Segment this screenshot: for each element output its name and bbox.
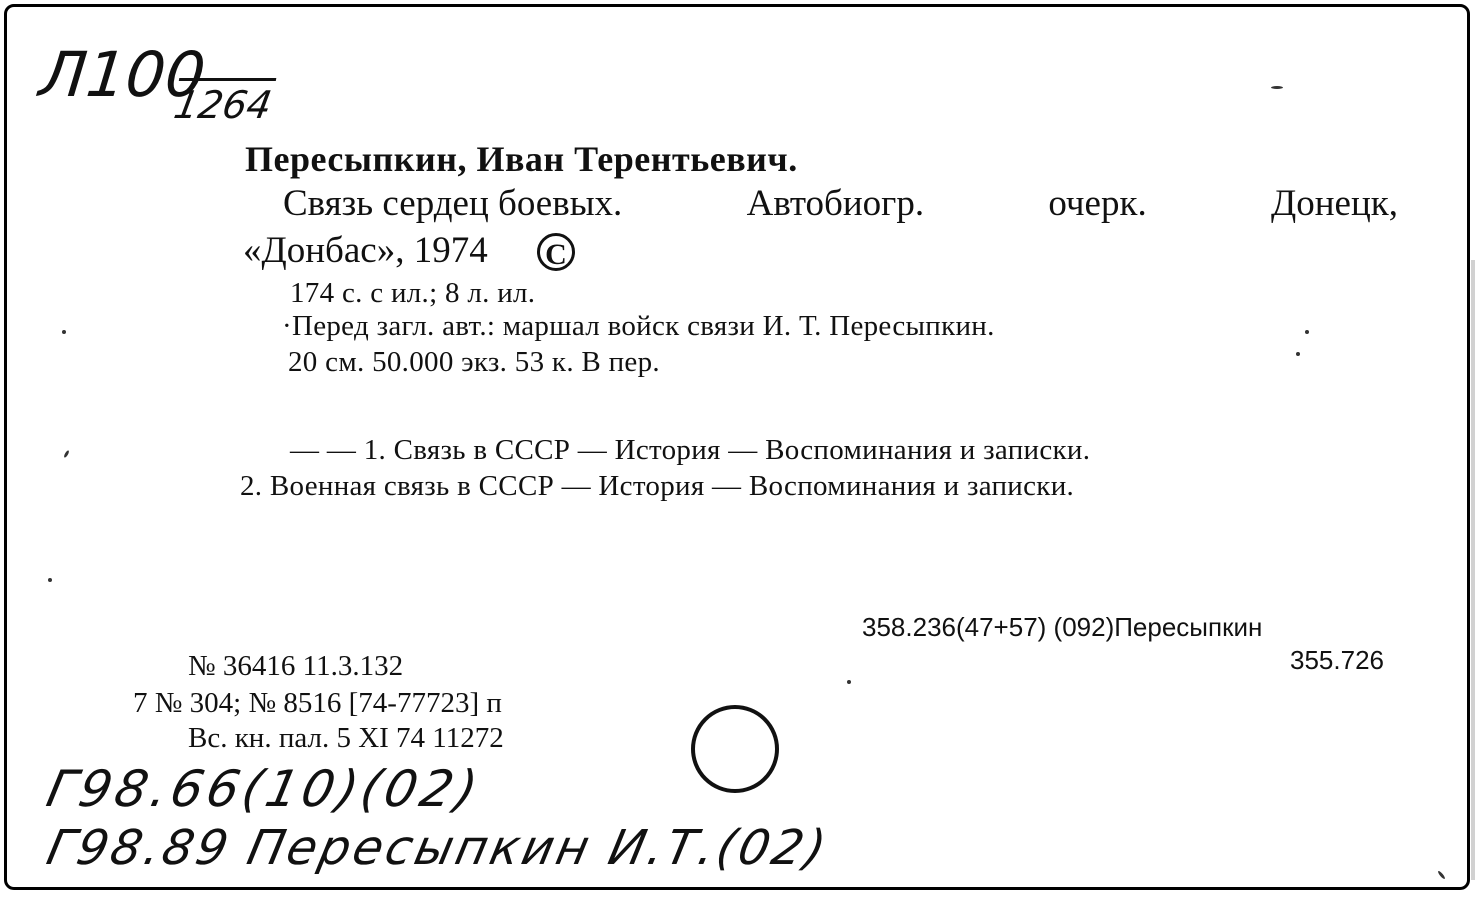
subject-line-2: 2. Военная связь в СССР — История — Воспоминания и записки. [240, 470, 1075, 502]
handwritten-code-2: Г98.89 Пересыпкин И.Т.(02) [42, 820, 834, 876]
catalog-number-line: № 36416 11.3.132 [188, 650, 404, 682]
pages-line: 174 с. с ил.; 8 л. ил. [290, 277, 536, 309]
speck [847, 680, 851, 684]
book-genre: очерк. [1048, 183, 1147, 224]
format-line: 20 см. 50.000 экз. 53 к. В пер. [288, 346, 660, 378]
classification-line-1: 358.236(47+57) (092)Пересыпкин [862, 612, 1263, 642]
card-edge-shadow [1471, 260, 1475, 880]
publisher-line [243, 229, 575, 272]
speck [1305, 330, 1309, 334]
order-line: 7 № 304; № 8516 [74-77723] п [133, 687, 502, 719]
handwritten-number: 1264 [171, 78, 276, 127]
handwritten-shelf-mark: Л100 [36, 38, 209, 111]
subject-line-1: — — 1. Связь в СССР — История — Воспоминания и записки. [290, 434, 1091, 466]
speck [48, 578, 52, 582]
classification-line-2: 355.726 [1290, 645, 1384, 675]
author-heading: Пересыпкин, Иван Терентьевич. [245, 139, 798, 179]
book-subtitle: Автобиогр. [746, 183, 925, 224]
publication-place: Донецк, [1270, 183, 1398, 224]
publisher-year: «Донбас», 1974 [243, 230, 488, 271]
handwritten-code-1: Г98.66(10)(02) [41, 760, 487, 818]
print-line: Вс. кн. пал. 5 XI 74 11272 [188, 722, 504, 754]
speck [1296, 352, 1300, 356]
punch-hole-icon [688, 702, 783, 797]
book-title: Связь сердец боевых. [283, 183, 623, 224]
title-line [283, 182, 1398, 225]
speck [1271, 86, 1283, 89]
author-note-line: ·Перед загл. авт.: маршал войск связи И. Т. Пересыпкин. [282, 310, 995, 342]
speck [62, 330, 66, 334]
copyright-icon: C [537, 233, 575, 271]
